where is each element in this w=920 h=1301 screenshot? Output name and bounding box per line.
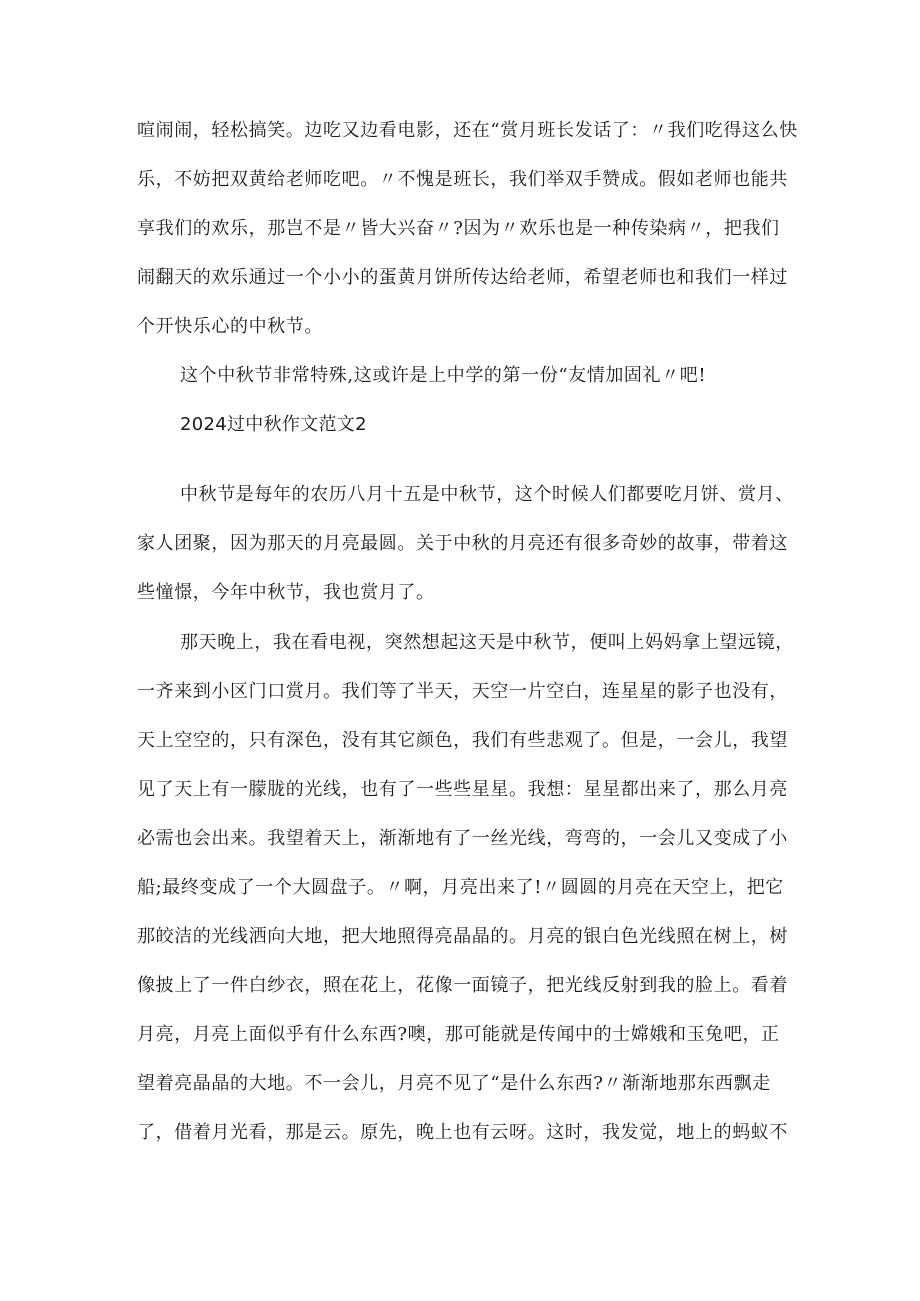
text-line: 享我们的欢乐，那岂不是〃皆大兴奋〃?因为〃欢乐也是一种传染病〃，把我们 <box>137 218 780 239</box>
section-heading: 2024过中秋作文范文2 <box>180 414 367 435</box>
text-line: 乐，不妨把双黄给老师吃吧。〃不愧是班长，我们举双手赞成。假如老师也能共 <box>137 169 788 190</box>
text-line: 闹翻天的欢乐通过一个小小的蛋黄月饼所传达给老师，希望老师也和我们一样过 <box>137 267 788 288</box>
text-line: 望着亮晶晶的大地。不一会儿，月亮不见了“是什么东西?〃渐渐地那东西飘走 <box>137 1073 771 1094</box>
text-line: 见了天上有一朦胧的光线，也有了一些些星星。我想：星星都出来了，那么月亮 <box>137 779 788 800</box>
text-line: 必需也会出来。我望着天上，渐渐地有了一丝光线，弯弯的，一会儿又变成了小 <box>137 828 788 849</box>
text-line: 天上空空的，只有深色，没有其它颜色，我们有些悲观了。但是，一会儿，我望 <box>137 730 788 751</box>
text-line: 家人团聚，因为那天的月亮最圆。关于中秋的月亮还有很多奇妙的故事，带着这 <box>137 533 788 554</box>
text-line: 那皎洁的光线洒向大地，把大地照得亮晶晶的。月亮的银白色光线照在树上，树 <box>137 926 788 947</box>
text-line: 这个中秋节非常特殊,这或许是上中学的第一份“友情加固礼〃吧! <box>180 365 707 386</box>
text-line: 了，借着月光看，那是云。原先，晚上也有云呀。这时，我发觉，地上的蚂蚁不 <box>137 1122 788 1143</box>
text-line: 那天晚上，我在看电视，突然想起这天是中秋节，便叫上妈妈拿上望远镜， <box>180 632 794 653</box>
text-line: 个开快乐心的中秋节。 <box>137 316 323 337</box>
text-line: 船;最终变成了一个大圆盘子。〃啊，月亮出来了!〃圆圆的月亮在天空上，把它 <box>137 877 784 898</box>
text-line: 月亮，月亮上面似乎有什么东西?噢，那可能就是传闻中的士嫦娥和玉兔吧，正 <box>137 1024 780 1045</box>
text-line: 一齐来到小区门口赏月。我们等了半天，天空一片空白，连星星的影子也没有， <box>137 681 788 702</box>
text-line: 像披上了一件白纱衣，照在花上，花像一面镜子，把光线反射到我的脸上。看着 <box>137 975 788 996</box>
text-line: 喧闹闹，轻松搞笑。边吃又边看电影，还在“赏月班长发话了：〃我们吃得这么快 <box>137 120 798 141</box>
text-line: 些憧憬，今年中秋节，我也赏月了。 <box>137 582 435 603</box>
text-line: 中秋节是每年的农历八月十五是中秋节，这个时候人们都要吃月饼、赏月、 <box>180 484 794 505</box>
